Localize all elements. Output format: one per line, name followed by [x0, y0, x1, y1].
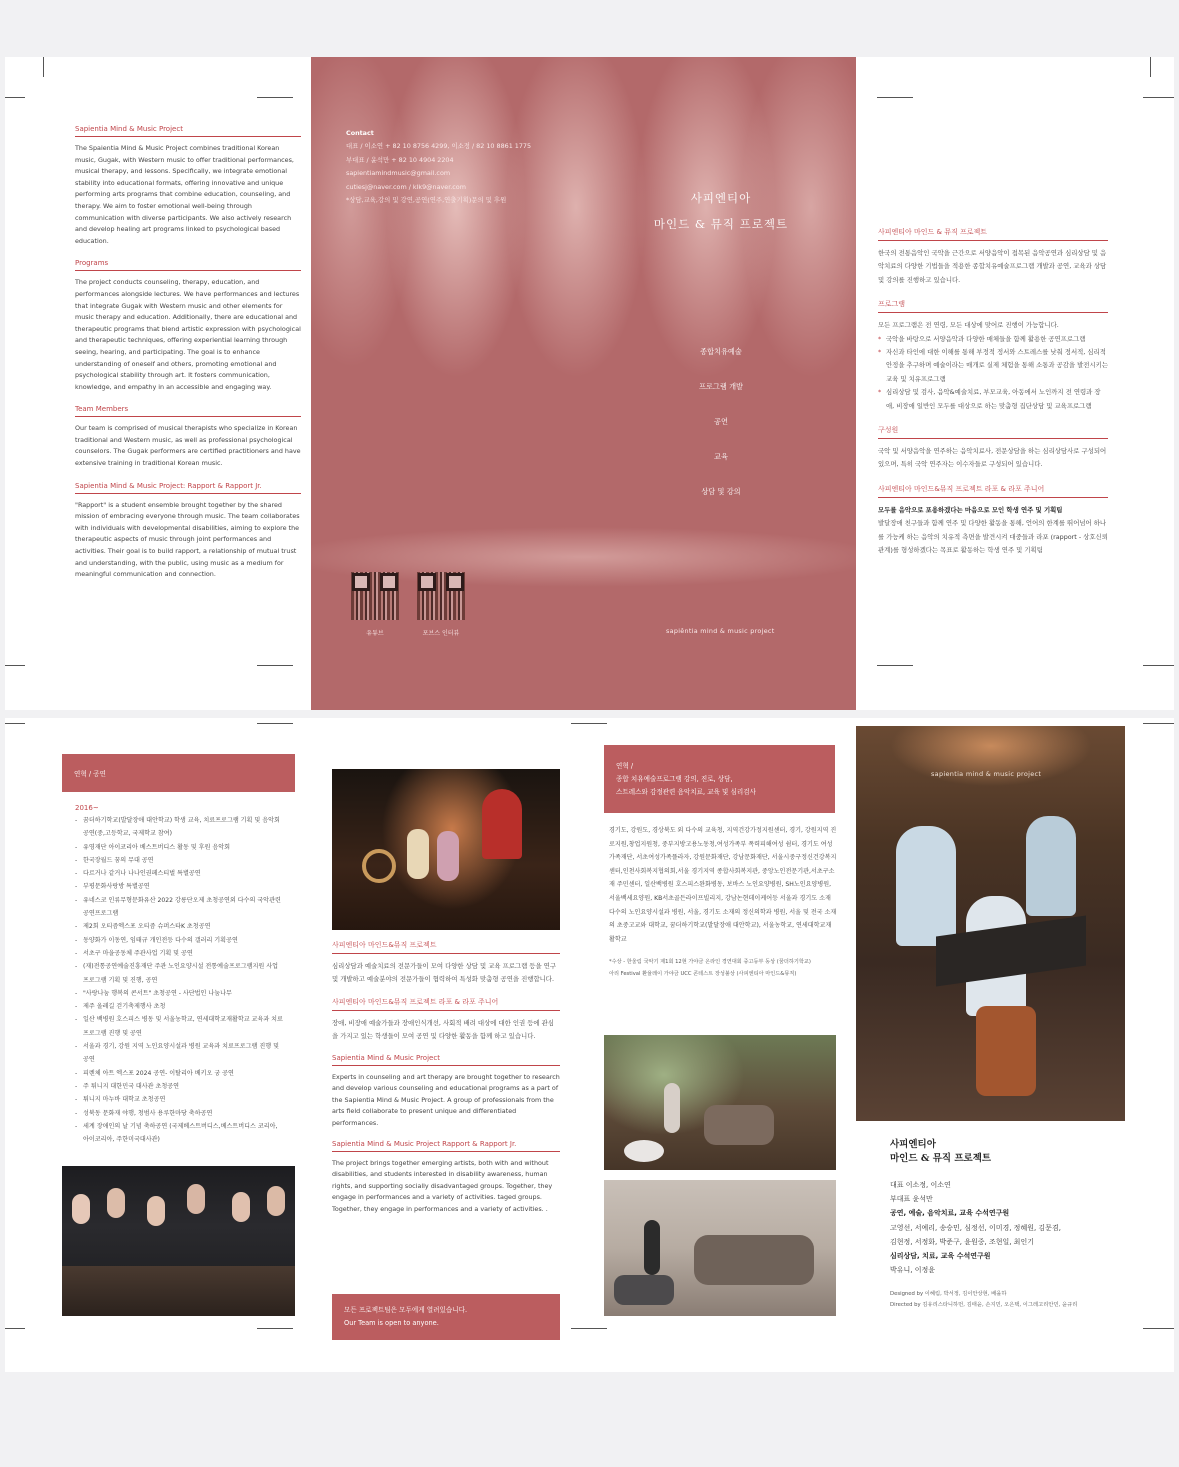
- crop-mark: [571, 1328, 607, 1329]
- list-item: - 한국장월드 꿈의 무대 공연: [75, 854, 285, 867]
- section-title: 프로그램: [878, 299, 1108, 313]
- crop-mark: [1143, 723, 1174, 724]
- section-body: Experts in counseling and art therapy are brought together to research and develop various counseling and educational programs as a part of the Sapientia Mind & Music Project. A group of professionals from the arts field collaborate to present unique and differentiated performances.: [332, 1072, 560, 1127]
- back-title-line: 사피엔티아: [890, 1139, 936, 1150]
- list-item: - 제2회 오티즘엑스포 오티즘 슈퍼스타K 초청공연: [75, 920, 285, 933]
- qr-code-icon: [417, 572, 465, 620]
- section-body: Our team is comprised of musical therapists who specialize in Korean traditional and Western music, as well as professional psychological counselors. The Gugak performers are certified practitioners and have extensive training in traditional Korean music.: [75, 424, 301, 468]
- list-item: - 일산 백병원 호스피스 병동 및 서울농학교, 연세대학교재활학교 교육과 치료프로그램 진행 및 공연: [75, 1013, 285, 1040]
- designed-by: Designed by 이혜림, 박서정, 김이안상현, 배을하: [890, 1291, 1007, 1298]
- section-title: Sapientia Mind & Music Project: Rapport & Rapport Jr.: [75, 482, 301, 494]
- cover-service-list: [651, 347, 791, 522]
- back-title-line: 마인드 & 뮤직 프로젝트: [890, 1153, 992, 1164]
- list-item: - 피렌체 아트 엑스포 2024 공연- 이탈리아 베키오 궁 공연: [75, 1067, 285, 1080]
- crop-mark: [5, 665, 25, 666]
- section-body: "Rapport" is a student ensemble brought together by the shared mission of embracing everyone through music. The team collaborates with individuals with developmental disabilities, aiming to explore the therapeutic aspects of music through joint performances and activities. Their goal is to build rapport, a relationship of mutual trust and understanding, with the public, using music as a medium for meaningful communication and connection.: [75, 500, 300, 579]
- roster-line: 대표 이소정, 이소연: [890, 1181, 951, 1189]
- section-title: Sapientia Mind & Music Project: [75, 125, 301, 137]
- section-body: 국악 및 서양음악을 연주하는 음악치료사, 전문상담을 하는 심리상담사로 구성되어 있으며, 특히 국악 연주자는 이수자들로 구성되어 있습니다.: [878, 447, 1107, 469]
- outdoor-concert-photo: [604, 1035, 836, 1170]
- cover-title-line: 사피엔티아: [690, 191, 752, 205]
- list-item: - 유영재단 아이코리아 베스트버디스 활동 및 후원 음악회: [75, 841, 285, 854]
- youtube-qr-code[interactable]: [351, 572, 399, 637]
- cover-service-item: 공연: [714, 417, 728, 426]
- crop-mark: [1150, 57, 1151, 77]
- cover-panel: [311, 57, 856, 710]
- photo-caption: sapientia mind & music project: [931, 770, 1042, 778]
- section-lead: 모두를 음악으로 포용하겠다는 마음으로 모인 학생 연주 및 기획팀: [878, 505, 1063, 514]
- list-item: * 심리상담 및 검사, 음악&예술치료, 부모교육, 아동에서 노인까지 전 연령과 장애, 비장애 일반인 모두를 대상으로 하는 맞춤형 집단상담 및 교육프로그램: [878, 386, 1108, 413]
- section-title: Sapientia Mind & Music Project Rapport & Rapport Jr.: [332, 1140, 560, 1152]
- list-item: - 서초구 마을공동체 주관사업 기획 및 공연: [75, 947, 285, 960]
- list-item: - 세계 장애인의 날 기념 축하공연 (국제베스트버디스,베스트버디스 코리아, 아이코리아, 주한미국대사관): [75, 1120, 285, 1147]
- roster-line: 박유니, 이정윤: [890, 1266, 936, 1275]
- roster-heading: 공연, 예술, 음악치료, 교육 수석연구원: [890, 1209, 1010, 1218]
- award-line: *수상 - 한울림 국악기 제1회 12현 가야금 온라인 경연대회 중고등부 동상 (꿈더하기학교): [609, 959, 811, 966]
- cover-service-item: 종합치유예술: [700, 347, 742, 356]
- list-item: - "사랑나눔 행복의 콘서트" 초청공연 - 사단법인 나눔나무: [75, 987, 285, 1000]
- section-title: 사피엔티아 마인드 & 뮤직 프로젝트: [878, 227, 1108, 241]
- brochure-inner-sheet: [5, 718, 1174, 1372]
- crop-mark: [571, 723, 607, 724]
- banner-line: 모든 프로젝트팀은 모두에게 열려있습니다.: [344, 1306, 468, 1314]
- section-title: 사피엔티아 마인드&뮤직 프로젝트: [332, 940, 560, 954]
- history-header: [62, 754, 295, 792]
- list-item: - 꿈더하기학교(발달장애 대안학교) 학생 교육, 치료프로그램 기획 및 음악회 공연(중,고등학교, 국제학교 참여): [75, 814, 285, 841]
- history-content: [62, 792, 295, 1146]
- cover-title: [621, 185, 821, 237]
- contact-email: cutiesj@naver.com / klk9@naver.com: [346, 182, 466, 191]
- cover-service-item: 프로그램 개발: [699, 382, 743, 391]
- list-item: - 다르거나 같거나 나나인권페스티벌 특별공연: [75, 867, 285, 880]
- section-body: 장애, 비장애 예술가들과 장애인식개선, 사회적 배려 대상에 대한 인권 등에 관심을 가지고 있는 학생들이 모여 공연 및 다양한 활동을 함께 하고 있습니다.: [332, 1018, 554, 1041]
- crop-mark: [5, 1328, 25, 1329]
- cover-title-line: 마인드 & 뮤직 프로젝트: [653, 217, 789, 231]
- list-item: - 서울과 경기, 강원 지역 노인요양시설과 병원 교육과 치료프로그램 진행 및 공연: [75, 1040, 285, 1067]
- crop-mark: [5, 723, 25, 724]
- brochure-outer-sheet: [5, 57, 1174, 710]
- care-home-photo: [604, 1180, 836, 1316]
- crop-mark: [1143, 1328, 1174, 1329]
- section-body: 경기도, 강원도, 경상북도 외 다수의 교육청, 지역건강가정지원센터, 경기, 강원지역 진로지원,창업지원청, 중부지방고용노동청,여성가족부 폭력피해여성 쉼터, 경기도 여성가족재단, 서초여성가족플라자, 강원문화재단, 강남문화재단, 서울시중구정신건강복지센터,인천사회복지협의회,서울 경기지역 종합사회복지관, 중앙노인전문기관,서초구소재 주민센터, 일산백병원 호스피스완화병동, 보바스 노인요양병원, SH노인요양병원, 서울백세요양원, KB서초골든라이프빌리지, 강남논현데이케어등 서울과 경기도 소재 다수의 노인요양시설과 병원, 서울, 경기도 소재의 정신의학과 병원, 서울 및 전국 소재의 초중고교와 대학교, 꿈더하기학교(발달장애 대안학교), 서울농학교, 연세대학교재활학교: [609, 827, 837, 943]
- panel-korean-intro: [878, 57, 1108, 710]
- crop-mark: [5, 97, 25, 98]
- team-roster: [890, 1178, 1120, 1277]
- list-item: * 자신과 타인에 대한 이해를 통해 부정적 정서와 스트레스를 낮춰 정서적, 심리적 안정을 추구하며 예술이라는 매개로 실제 체험을 통해 소통과 공감을 발전시키는 교육 및 치유프로그램: [878, 346, 1108, 386]
- section-body: The project conducts counseling, therapy, education, and performances alongside lectures. We have performances and lectures that integrate Gugak with Western music and other elements for music therapy and education. Additionally, there are educational and therapeutic programs that blend artistic expression with psychological and therapeutic techniques, offering experiential learning through seeing, hearing, and participating. The goal is to enhance understanding of oneself and others, promoting emotional and psychological stability through art. It fosters communication, knowledge, and empathy in an accessible and engaging way.: [75, 278, 301, 391]
- cover-service-item: 교육: [714, 452, 728, 461]
- list-item: - 동양화가 이동연, 임태규 개인전등 다수의 갤러리 기획공연: [75, 934, 285, 947]
- list-item: - (재)전통공연예술진흥재단 주관 노인요양시설 전통예술프로그램지원 사업 프로그램 기획 및 진행, 공연: [75, 960, 285, 987]
- history-header-title: 연혁 / 공연: [74, 770, 106, 778]
- contact-block: [346, 127, 531, 207]
- credits: [890, 1289, 1120, 1311]
- list-item: - 유네스코 인류무형문화유산 2022 강릉단오제 초청공연외 다수의 국악관련 공연프로그램: [75, 894, 285, 921]
- list-item: - 튀니지 마누바 대학교 초청공연: [75, 1093, 285, 1106]
- banner-line: Our Team is open to anyone.: [344, 1319, 439, 1327]
- list-item: - 성북동 문화재 야행, 청범사 용루한마당 축하공연: [75, 1107, 285, 1120]
- section-body: 심리상담과 예술치료의 전문가들이 모여 다양한 상담 및 교육 프로그램 등을 연구 및 개발하고 예술분야의 전문가들이 협력하여 특성화 맞춤형 공연을 진행합니다.: [332, 962, 557, 984]
- roster-line: 김현정, 서정화, 박준구, 윤원중, 조현일, 최인기: [890, 1237, 1034, 1246]
- crop-mark: [1143, 97, 1174, 98]
- open-team-banner: [332, 1294, 560, 1340]
- section-body: The Spaientia Mind & Music Project combines traditional Korean music, Gugak, with Western music to offer traditional performances, musical therapy, and lessons. Specifically, we integrate emotional stability into educational formats, offering innovative and unique performing arts programs that combine education, counseling, and therapy. We aim to foster emotional well-being through communication with diverse participants. We also actively research and develop healing art programs linked to psychological based education.: [75, 144, 294, 245]
- history-list: [75, 814, 285, 1146]
- history-year: 2016~: [75, 804, 99, 812]
- section-body: 발달장애 친구들과 함께 연주 및 다양한 활동을 통해, 언어의 한계를 뛰어넘어 하나를 가능케 하는 음악의 치유적 측면을 발견시켜 대중들과 라포 (rapport - 상호신뢰관계)를 형성하겠다는 목표로 활동하는 학생 연주 및 기획팀: [878, 519, 1108, 555]
- header-line: 연혁 /: [616, 761, 634, 770]
- section-title: Team Members: [75, 405, 301, 417]
- list-item: - 제주 올레길 걷기축제행사 초청: [75, 1000, 285, 1013]
- contact-line: 대표 / 이소연 + 82 10 8756 4299, 이소정 / 82 10 8861 1775: [346, 142, 532, 151]
- list-item: - 주 튀니지 대한민국 대사관 초청공연: [75, 1080, 285, 1093]
- section-title: 사피엔티아 마인드&뮤직 프로젝트 라포 & 라포 주니어: [878, 484, 1108, 498]
- contact-line: 부대표 / 윤석만 + 82 10 4904 2204: [346, 155, 454, 164]
- section-body: 한국의 전통음악인 국악을 근간으로 서양음악이 접목된 음악공연과 심리상담 및 음악치료의 다양한 기법들을 적용한 종합치유예술프로그램 개발과 공연, 교육과 상담 및 강의를 진행하고 있습니다.: [878, 249, 1107, 284]
- section-title: 사피엔티아 마인드&뮤직 프로젝트 라포 & 라포 주니어: [332, 997, 560, 1011]
- cover-footer: sapiěntia mind & music project: [666, 627, 775, 635]
- section-body: The project brings together emerging artists, both with and without disabilities, and students interested in disability awareness, human rights, and supporting socially disadvantaged groups. Together, they engage in performances and a variety of activities. taged groups. Together, they engage in performances and a variety of activities. .: [332, 1158, 553, 1213]
- qr-label: 유튜브: [366, 630, 384, 637]
- qr-code-icon: [351, 572, 399, 620]
- list-item: - 부평문화사랑방 특별공연: [75, 880, 285, 893]
- section-title: Programs: [75, 259, 301, 271]
- forbes-qr-code[interactable]: [417, 572, 465, 637]
- ensemble-photo: [62, 1166, 295, 1316]
- crop-mark: [1143, 665, 1174, 666]
- panel-team-credits: [890, 718, 1120, 1372]
- roster-heading: 심리상담, 치료, 교육 수석연구원: [890, 1252, 991, 1261]
- section-title: 구성원: [878, 425, 1108, 439]
- roster-line: 고영선, 서예리, 송승민, 심정선, 이미경, 정혜원, 김문겸,: [890, 1223, 1061, 1232]
- header-line: 스트레스와 감정관련 음악치료, 교육 및 심리검사: [616, 787, 756, 796]
- crop-mark: [43, 57, 44, 77]
- directed-by: Directed by 김유리스타니하먼, 김태윤, 손지민, 오은택, 이그레고리안민, 윤규리: [890, 1302, 1078, 1309]
- qr-label: 포브스 인터뷰: [422, 630, 460, 637]
- roster-line: 부대표 윤석만: [890, 1195, 933, 1204]
- back-title: [890, 1138, 1120, 1166]
- header-line: 종합 치유예술프로그램 강의, 진로, 상담,: [616, 774, 733, 783]
- panel-middle-text: [332, 718, 560, 1372]
- section-title: Sapientia Mind & Music Project: [332, 1054, 560, 1066]
- contact-email: sapientiamindmusic@gmail.com: [346, 169, 451, 178]
- section-body: 모든 프로그램은 전 연령, 모든 대상에 맞어로 진행이 가능합니다.: [878, 321, 1059, 330]
- cover-service-item: 상담 및 강의: [701, 487, 741, 496]
- contact-heading: Contact: [346, 129, 374, 137]
- panel-english-intro: [75, 57, 301, 710]
- list-item: * 국악을 바탕으로 서양음악과 다양한 매체들을 함께 활용한 공연프로그램: [878, 333, 1108, 346]
- program-list: [878, 333, 1108, 413]
- award-line: 아리 Festival 환율레이 가야금 UCC 콘테스트 장성불상 (사피엔티아 마인드&뮤직): [609, 971, 797, 978]
- contact-line: *상담,교육,강의 및 강연,공연(연주,연출기획)문의 및 후원: [346, 196, 507, 205]
